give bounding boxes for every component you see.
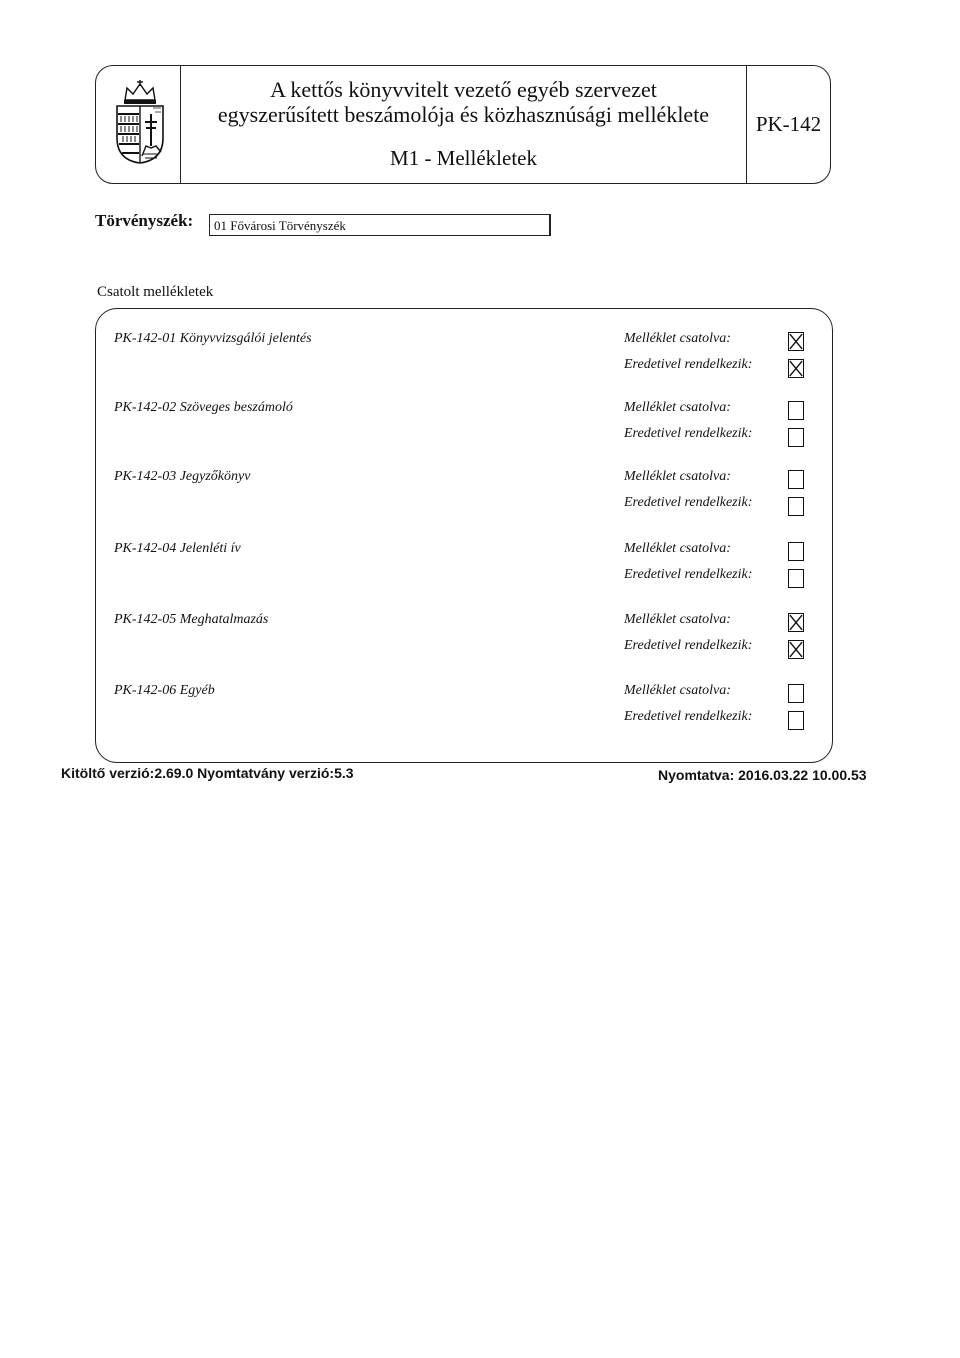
original-checkbox[interactable] <box>788 569 804 588</box>
attached-label: Melléklet csatolva: <box>624 400 731 415</box>
attachment-row <box>96 661 832 724</box>
form-title-line2: egyszerűsített beszámolója és közhasznúsági melléklete <box>217 102 710 127</box>
attachment-label: PK-142-02 Szöveges beszámoló <box>114 400 293 415</box>
title-cell <box>181 66 747 183</box>
attached-checkbox[interactable] <box>788 613 804 632</box>
attachment-row <box>96 378 832 441</box>
form-title-line1: A kettős könyvvitelt vezető egyéb szervezet <box>270 77 657 102</box>
attached-checkbox[interactable] <box>788 401 804 420</box>
original-label: Eredetivel rendelkezik: <box>624 567 753 582</box>
attachments-box <box>95 308 833 763</box>
attached-label: Melléklet csatolva: <box>624 612 731 627</box>
original-label: Eredetivel rendelkezik: <box>624 638 753 653</box>
original-label: Eredetivel rendelkezik: <box>624 426 753 441</box>
attached-checkbox[interactable] <box>788 542 804 561</box>
check-x-icon <box>789 614 803 631</box>
original-label: Eredetivel rendelkezik: <box>624 357 753 372</box>
attached-label: Melléklet csatolva: <box>624 541 731 556</box>
form-header <box>95 65 831 184</box>
form-subtitle: M1 - Mellékletek <box>390 146 537 170</box>
original-label: Eredetivel rendelkezik: <box>624 495 753 510</box>
logo-cell <box>96 66 181 183</box>
original-checkbox[interactable] <box>788 497 804 516</box>
attachment-row <box>96 309 832 372</box>
print-timestamp: Nyomtatva: 2016.03.22 10.00.53 <box>658 767 867 783</box>
attached-label: Melléklet csatolva: <box>624 331 731 346</box>
coat-of-arms-icon <box>113 80 167 164</box>
original-checkbox[interactable] <box>788 359 804 378</box>
attachment-label: PK-142-05 Meghatalmazás <box>114 612 269 627</box>
original-checkbox[interactable] <box>788 640 804 659</box>
check-x-icon <box>789 641 803 658</box>
check-x-icon <box>789 333 803 350</box>
check-x-icon <box>789 360 803 377</box>
attachment-label: PK-142-06 Egyéb <box>114 683 215 698</box>
attachment-row <box>96 590 832 653</box>
court-label: Törvényszék: <box>95 211 194 230</box>
attachment-row <box>96 447 832 510</box>
original-checkbox[interactable] <box>788 428 804 447</box>
attached-label: Melléklet csatolva: <box>624 469 731 484</box>
court-field[interactable]: 01 Fővárosi Törvényszék <box>209 214 551 236</box>
attachment-label: PK-142-01 Könyvvizsgálói jelentés <box>114 331 312 346</box>
original-checkbox[interactable] <box>788 711 804 730</box>
attached-checkbox[interactable] <box>788 684 804 703</box>
attached-label: Melléklet csatolva: <box>624 683 731 698</box>
version-info: Kitöltő verzió:2.69.0 Nyomtatvány verzió:5.3 <box>61 765 354 781</box>
attached-checkbox[interactable] <box>788 332 804 351</box>
attachments-section-title: Csatolt mellékletek <box>97 284 214 300</box>
attachment-row <box>96 519 832 582</box>
original-label: Eredetivel rendelkezik: <box>624 709 753 724</box>
attached-checkbox[interactable] <box>788 470 804 489</box>
attachment-label: PK-142-04 Jelenléti ív <box>114 541 241 556</box>
attachment-label: PK-142-03 Jegyzőkönyv <box>114 469 251 484</box>
form-code: PK-142 <box>755 112 822 136</box>
